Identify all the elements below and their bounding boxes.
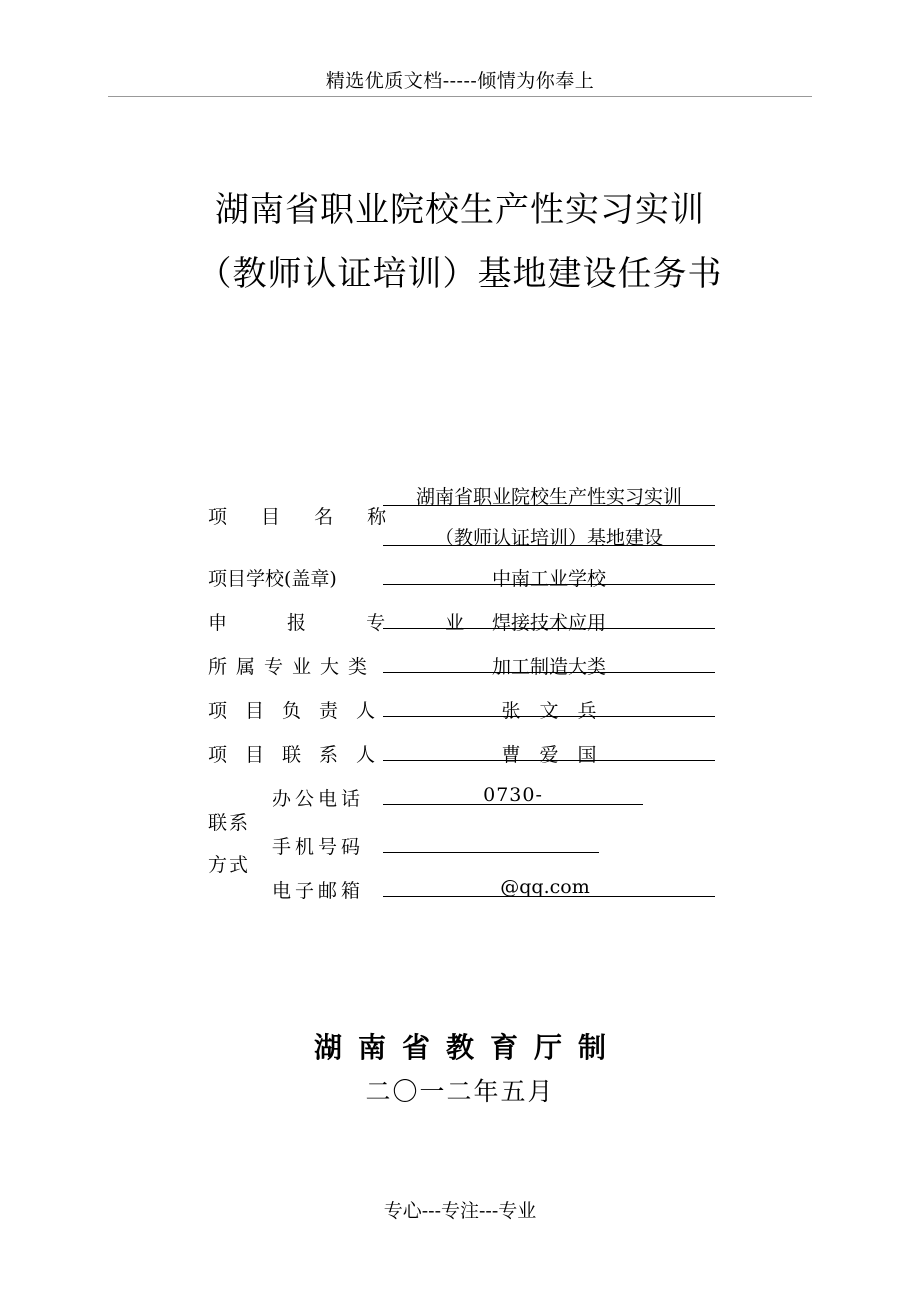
category-label: 所属专业大类 xyxy=(208,656,377,678)
school-underline xyxy=(383,584,715,585)
issuing-authority: 湖南省教育厅制 xyxy=(313,1031,622,1064)
contact-person-value: 曹 爱 国 xyxy=(501,744,597,766)
issue-date: 二〇一二年五月 xyxy=(365,1077,555,1106)
page-footer-text: 专心---专注---专业 xyxy=(383,1200,537,1222)
mobile-underline xyxy=(383,852,599,853)
project-name-underline-1 xyxy=(383,505,715,506)
email-label: 电子邮箱 xyxy=(272,880,365,902)
major-value: 焊接技术应用 xyxy=(491,612,606,634)
page-header-text: 精选优质文档-----倾情为你奉上 xyxy=(325,70,595,92)
document-title-line-2: （教师认证培训）基地建设任务书 xyxy=(197,254,723,294)
contact-person-label: 项目联系人 xyxy=(208,744,394,766)
header-divider xyxy=(108,96,812,97)
major-underline xyxy=(383,628,715,629)
leader-underline xyxy=(383,716,715,717)
school-label: 项目学校(盖章) xyxy=(208,568,337,590)
leader-value: 张 文 兵 xyxy=(501,700,597,722)
project-name-value-line-2: （教师认证培训）基地建设 xyxy=(434,527,663,549)
email-value: @qq.com xyxy=(500,876,590,898)
major-label: 申 报 专 业 xyxy=(208,612,492,634)
category-underline xyxy=(383,672,715,673)
mobile-label: 手机号码 xyxy=(272,836,365,858)
email-underline xyxy=(383,896,715,897)
document-title-line-1: 湖南省职业院校生产性实习实训 xyxy=(215,190,705,230)
office-phone-underline xyxy=(383,804,643,805)
contact-person-underline xyxy=(383,760,715,761)
project-name-label: 项 目 名 称 xyxy=(208,506,401,528)
contact-method-label-line-1: 联系 xyxy=(208,812,251,834)
project-name-value-line-1: 湖南省职业院校生产性实习实训 xyxy=(415,486,682,508)
category-value: 加工制造大类 xyxy=(491,656,606,678)
office-phone-value: 0730- xyxy=(483,784,543,806)
leader-label: 项目负责人 xyxy=(208,700,394,722)
school-value: 中南工业学校 xyxy=(491,568,606,590)
project-name-underline-2 xyxy=(383,545,715,546)
office-phone-label: 办公电话 xyxy=(272,788,365,810)
contact-method-label-line-2: 方式 xyxy=(208,854,251,876)
